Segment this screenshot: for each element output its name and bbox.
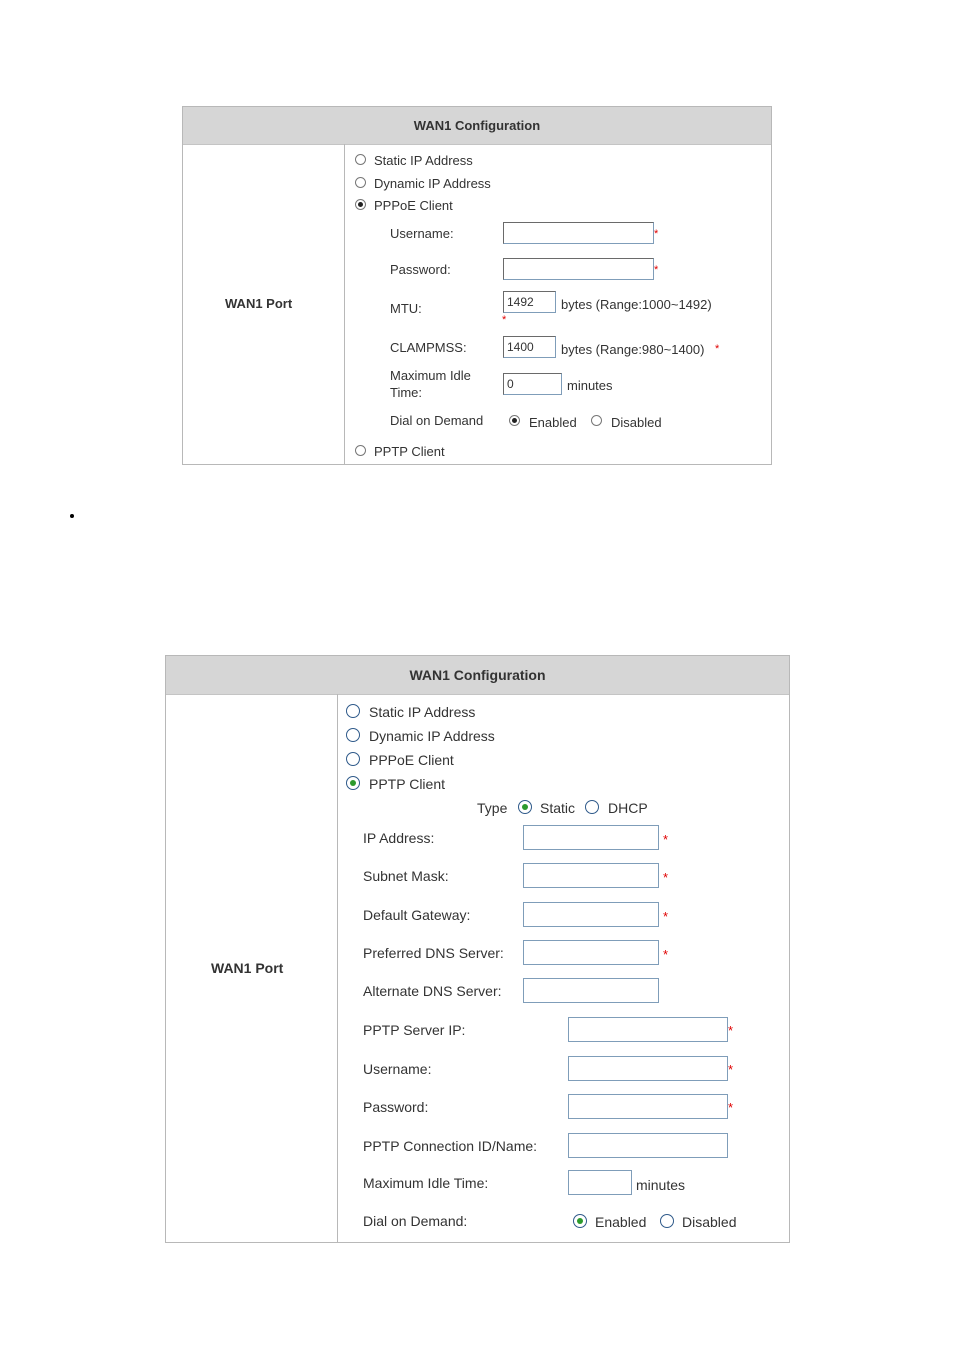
label-type-static: Static [540,800,576,816]
idle-time-unit: minutes [567,378,613,393]
wan1-config-panel-pppoe [182,106,772,465]
mtu-input[interactable] [503,291,556,313]
pptp-server-ip-input[interactable] [568,1017,728,1042]
radio-static-ip[interactable] [355,154,366,165]
password-label: Password: [390,262,451,277]
radio-pppoe-client[interactable] [355,199,366,210]
required-mark: * [728,1062,734,1077]
pptp-connection-id-input[interactable] [568,1133,728,1158]
idle-time-unit: minutes [636,1177,686,1193]
clampmss-label: CLAMPMSS: [390,340,467,355]
idle-time-label-line2: Time: [390,385,423,400]
required-mark: * [654,264,659,276]
radio-pppoe-client[interactable] [346,752,360,766]
dial-on-demand-label: Dial on Demand [390,413,484,428]
radio-type-static[interactable] [518,800,532,814]
default-gateway-label: Default Gateway: [363,907,471,923]
label-dial-enabled: Enabled [595,1214,647,1230]
clampmss-input[interactable] [503,336,556,358]
wan1-port-label: WAN1 Port [211,960,284,976]
username-label: Username: [363,1061,432,1077]
required-mark: * [728,1100,734,1115]
wan1-port-label: WAN1 Port [225,296,293,311]
dial-on-demand-label: Dial on Demand: [363,1213,468,1229]
ip-address-input[interactable] [523,825,659,850]
password-input[interactable] [568,1094,728,1119]
username-input[interactable] [568,1056,728,1081]
idle-time-input[interactable] [503,373,562,395]
radio-dial-enabled[interactable] [509,415,520,426]
column-divider [337,694,338,1242]
label-pppoe-client: PPPoE Client [374,198,453,213]
radio-dial-disabled[interactable] [591,415,602,426]
wan1-config-panel-pptp [165,655,790,1243]
required-mark: * [728,1023,734,1038]
radio-dynamic-ip[interactable] [355,177,366,188]
required-mark: * [663,870,669,885]
mtu-label: MTU: [390,301,422,316]
label-dial-disabled: Disabled [682,1214,737,1230]
type-label: Type [477,800,508,816]
preferred-dns-label: Preferred DNS Server: [363,945,504,961]
radio-dial-enabled[interactable] [573,1214,587,1228]
radio-type-dhcp[interactable] [585,800,599,814]
label-static-ip: Static IP Address [374,153,473,168]
preferred-dns-input[interactable] [523,940,659,965]
idle-time-label-line1: Maximum Idle [390,368,471,383]
subnet-mask-input[interactable] [523,863,659,888]
username-label: Username: [390,226,454,241]
default-gateway-input[interactable] [523,902,659,927]
label-static-ip: Static IP Address [369,704,476,720]
clampmss-range: bytes (Range:980~1400) [561,342,705,357]
panel-title: WAN1 Configuration [183,107,771,145]
label-dynamic-ip: Dynamic IP Address [374,176,491,191]
alternate-dns-label: Alternate DNS Server: [363,983,502,999]
label-dynamic-ip: Dynamic IP Address [369,728,495,744]
subnet-mask-label: Subnet Mask: [363,868,449,884]
list-bullet [70,514,74,518]
radio-pptp-client[interactable] [346,776,360,790]
password-label: Password: [363,1099,429,1115]
required-mark: * [502,314,507,326]
pptp-server-ip-label: PPTP Server IP: [363,1022,466,1038]
radio-static-ip[interactable] [346,704,360,718]
username-input[interactable] [503,222,654,244]
required-mark: * [663,947,669,962]
ip-address-label: IP Address: [363,830,435,846]
required-mark: * [663,832,669,847]
label-dial-disabled: Disabled [611,415,662,430]
required-mark: * [663,909,669,924]
alternate-dns-input[interactable] [523,978,659,1003]
radio-pptp-client[interactable] [355,445,366,456]
required-mark: * [715,343,720,355]
idle-time-label: Maximum Idle Time: [363,1175,489,1191]
label-pppoe-client: PPPoE Client [369,752,454,768]
label-dial-enabled: Enabled [529,415,577,430]
label-pptp-client: PPTP Client [374,444,445,459]
mtu-range: bytes (Range:1000~1492) [561,297,712,312]
pptp-connection-id-label: PPTP Connection ID/Name: [363,1138,538,1154]
label-pptp-client: PPTP Client [369,776,445,792]
column-divider [344,144,345,464]
radio-dynamic-ip[interactable] [346,728,360,742]
radio-dial-disabled[interactable] [660,1214,674,1228]
label-type-dhcp: DHCP [608,800,648,816]
required-mark: * [654,228,659,240]
idle-time-input[interactable] [568,1170,632,1195]
password-input[interactable] [503,258,654,280]
panel-title: WAN1 Configuration [166,656,789,695]
